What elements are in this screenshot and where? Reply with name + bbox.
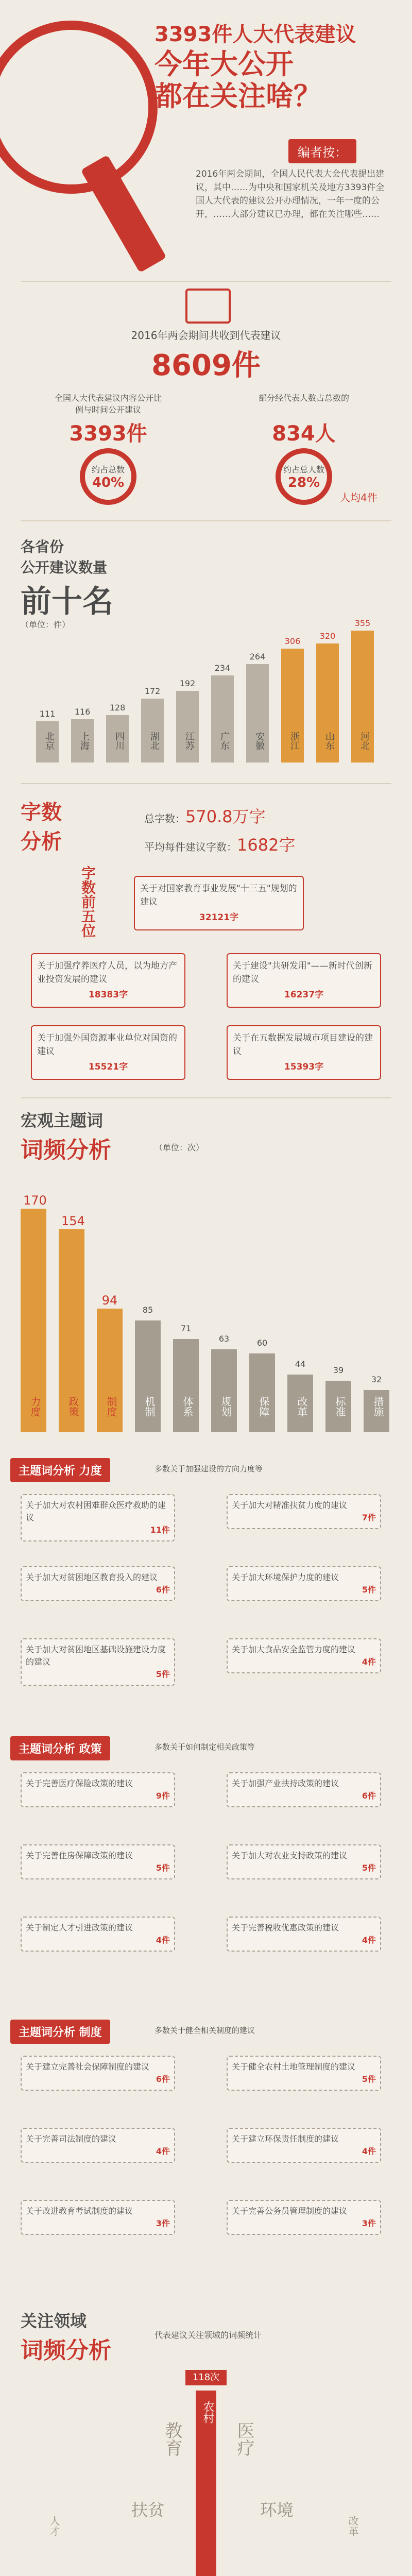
editor-note-tag: 编者按： [288,139,356,163]
word-card-text: 关于建设"共研发用"——新时代创新的建议 [233,961,372,985]
word-card [227,953,381,1008]
province-bar-value: 320 [319,631,336,641]
theme-note: 多数关于如何制定相关政策等 [154,1742,255,1752]
theme-card-num: 7件 [362,1513,376,1522]
provinces-heading-small1: 各省份 [21,538,64,555]
words-avg-label: 平均每件建议字数： [144,841,237,853]
province-bar [141,699,164,762]
focus-top-word: 农村 [201,2401,214,2424]
theme-pill: 主题词分析 力度 [10,1458,110,1482]
theme-card-text: 关于加大对农村困难群众医疗救助的建议 [26,1500,166,1522]
keyword-bar-value: 32 [371,1375,382,1385]
theme-card-text: 关于加强产业扶持政策的建议 [232,1778,339,1788]
keyword-bar-label: 标准 [334,1396,346,1417]
theme-card-num: 6件 [156,2074,170,2084]
words-top1-num: 32121字 [199,912,239,923]
left-stat-value: 3393件 [69,422,147,446]
focus-word: 环境 [260,2500,294,2520]
word-card-num: 15521字 [88,1062,128,1072]
theme-card [227,1638,381,1673]
words-total-label: 总字数： [144,812,185,825]
theme-card-text: 关于制定人才引进政策的建议 [26,1923,133,1933]
province-bar-value: 264 [249,652,266,662]
words-heading-small: 字数 [21,801,62,824]
keywords-heading-big: 词频分析 [21,1137,111,1163]
theme-card [227,1917,381,1952]
right-stat-label: 部分经代表人数占总数的 [258,393,349,403]
theme-card [227,2056,381,2091]
province-bar-value: 128 [109,702,126,713]
keyword-bar-value: 71 [180,1323,192,1333]
theme-card [227,1566,381,1601]
words-heading [21,796,62,855]
word-card-num: 18383字 [88,990,128,1000]
theme-card [21,2056,175,2091]
divider [21,520,391,521]
theme-card-num: 6件 [156,1585,170,1595]
theme-card-num: 11件 [150,1525,170,1535]
theme-card-num: 5件 [362,1863,376,1873]
keywords-heading-small: 宏观主题词 [21,1111,104,1130]
words-top1-card [134,876,304,930]
word-card-text: 关于加强外国资源事业单位对国资的建议 [37,1033,177,1057]
theme-card-text: 关于改进教育考试制度的建议 [26,2206,133,2216]
province-bar-value: 355 [354,618,371,628]
intro-text: 2016年两会期间，全国人民代表大会代表提出建议，其中……为中央和国家机关及地方3393件全国人大代表的建议公开办理情况，一年一度的公开，……大部分建议已办理，都在关注哪些…… [196,169,385,219]
words-heading-big: 分析 [21,830,62,854]
focus-word: 扶贫 [131,2500,165,2520]
province-bar-label: 山东 [324,732,335,750]
word-card [31,953,185,1008]
words-total [144,804,266,827]
right-ring-label: 约占总人数 [283,464,324,474]
theme-card-num: 3件 [362,2218,376,2228]
province-bar-label: 江苏 [184,732,195,750]
theme-card [21,1844,175,1879]
keyword-bar-value: 44 [295,1359,306,1369]
theme-card-num: 5件 [362,2074,376,2084]
province-bar-label: 四川 [114,732,125,750]
word-card-text: 关于在五数据发展城市项目建设的建议 [233,1033,373,1057]
overview-total: 8609件 [151,349,261,382]
province-bar-label: 上海 [79,732,90,750]
keyword-bar-value: 94 [101,1293,118,1308]
right-ring-pct: 28% [287,474,320,490]
province-bar-label: 浙江 [289,732,300,750]
theme-pill: 主题词分析 政策 [10,1736,110,1760]
province-bar-value: 172 [144,686,161,696]
magnifier-icon [0,21,158,194]
theme-card [21,1566,175,1601]
theme-pill: 主题词分析 制度 [10,2020,110,2044]
theme-card-text: 关于建立环保责任制度的建议 [232,2134,339,2144]
keyword-bar-label: 改革 [296,1396,308,1417]
keyword-bar-value: 60 [256,1337,268,1348]
province-bar-value: 192 [179,679,196,689]
words-avg-value: 1682字 [237,835,296,855]
divider [21,783,391,784]
keyword-bar-label: 规划 [219,1396,232,1417]
left-ring [80,448,136,505]
keyword-bar-label: 政策 [67,1396,79,1417]
keyword-bar-label: 体系 [181,1396,194,1417]
theme-card-text: 关于加大对精准扶贫力度的建议 [232,1500,348,1510]
province-bar-value: 111 [39,708,56,719]
words-top5-label: 字数前五位 [79,866,96,938]
divider [21,281,391,282]
theme-card-text: 关于健全农村土地管理制度的建议 [232,2062,356,2072]
theme-card-num: 5件 [156,1863,170,1873]
word-card [227,1025,381,1080]
word-card [31,1025,185,1080]
theme-card-num: 3件 [156,2218,170,2228]
province-bar-label: 湖北 [149,732,160,750]
theme-card-num: 4件 [362,1657,376,1667]
theme-card [21,1494,175,1541]
focus-word [103,2573,135,2576]
provinces-heading-big: 前十名 [21,584,113,620]
book-icon [185,289,231,324]
theme-card-text: 关于加大环境保护力度的建议 [232,1572,339,1582]
theme-card-text: 关于建立完善社会保障制度的建议 [26,2062,150,2072]
theme-note: 多数关于加强建设的方向力度等 [154,1464,263,1473]
theme-card-num: 4件 [362,1935,376,1945]
province-bar-value: 306 [284,636,301,646]
provinces-heading [21,536,113,621]
words-total-value: 570.8万字 [185,807,266,826]
theme-card [227,1844,381,1879]
focus-word: 人才 [48,2516,60,2536]
theme-card-num: 5件 [156,1669,170,1679]
theme-card [227,2128,381,2163]
theme-card [21,2128,175,2163]
focus-heading-big: 词频分析 [21,2337,111,2364]
province-bar-label: 广东 [219,732,230,750]
theme-card-text: 关于完善住房保障政策的建议 [26,1851,133,1860]
keywords-unit: （单位：次） [154,1143,204,1153]
keyword-bar-label: 机制 [143,1396,156,1417]
keyword-bar-value: 85 [142,1304,153,1315]
province-bar-value: 116 [74,707,91,717]
theme-card [21,1917,175,1952]
word-card-num: 15393字 [284,1062,324,1072]
page-title: 3393件人大代表建议 今年大公开 都在关注啥？ [154,23,356,112]
theme-card [227,1772,381,1807]
theme-card-num: 6件 [362,1791,376,1801]
theme-card-text: 关于完善税收优惠政策的建议 [232,1923,339,1933]
theme-card-text: 关于加大对贫困地区教育投入的建议 [26,1572,158,1582]
keyword-bar-label: 制度 [105,1396,117,1417]
provinces-heading-small2: 公开建议数量 [21,559,108,576]
keyword-bar [249,1353,275,1432]
theme-card [227,2200,381,2235]
hero-section [0,0,412,289]
theme-card-num: 4件 [156,2146,170,2156]
words-top1-text: 关于对国家教育事业发展"十三五"规划的建议 [140,884,297,907]
theme-card [21,1772,175,1807]
theme-card-text: 关于加大对贫困地区基础设施建设力度的建议 [26,1645,166,1667]
overview-label: 2016年两会期间共收到代表建议 [131,329,281,342]
focus-heading-small: 关注领域 [21,2311,87,2331]
focus-heading [21,2308,111,2365]
left-ring-pct: 40% [92,474,125,490]
theme-card [227,1494,381,1529]
word-card-num: 16237字 [284,990,324,1000]
keyword-bar-label: 措施 [372,1396,384,1417]
keyword-bar-value: 63 [218,1334,230,1344]
theme-card-text: 关于加大对农业支持政策的建议 [232,1851,348,1860]
keyword-bar-label: 保障 [258,1396,270,1417]
theme-card-num: 4件 [362,2146,376,2156]
theme-card [21,2200,175,2235]
province-bar-label: 安徽 [254,732,265,750]
province-bar-label: 北京 [44,732,55,750]
focus-note: 代表建议关注领域的词频统计 [154,2330,262,2340]
theme-card-text: 关于完善公务员管理制度的建议 [232,2206,348,2216]
focus-top-badge: 118次 [185,2370,227,2385]
keyword-bar-value: 154 [61,1214,85,1229]
keyword-bar-label: 力度 [29,1396,41,1417]
divider [21,1097,391,1098]
theme-card-num: 5件 [362,1585,376,1595]
province-bar [176,691,199,762]
theme-card-text: 关于加大食品安全监管力度的建议 [232,1645,356,1654]
focus-word: 医疗 [234,2421,254,2456]
keyword-bar-value: 39 [333,1365,344,1376]
province-bar-label: 河北 [359,732,370,750]
word-card-text: 关于加强疗养医疗人员，以为地方产业投资发展的建议 [37,961,177,985]
keyword-bar [211,1349,237,1432]
right-ring [276,448,332,505]
right-stat-value: 834人 [272,422,336,446]
keyword-bar [173,1339,199,1432]
theme-card-num: 4件 [156,1935,170,1945]
theme-card-text: 关于完善司法制度的建议 [26,2134,117,2144]
keywords-heading [21,1108,111,1164]
province-bar-value: 234 [214,663,231,673]
theme-card-num: 9件 [156,1791,170,1801]
focus-word [288,2573,320,2576]
right-extra: 人均4件 [340,492,377,504]
focus-word: 教育 [162,2421,182,2456]
focus-word: 改革 [347,2516,358,2536]
theme-card [21,1638,175,1686]
provinces-unit: （单位：件） [21,620,71,630]
left-ring-label: 约占总数 [91,464,125,474]
keyword-bar-value: 170 [23,1193,47,1208]
theme-note: 多数关于健全相关制度的建议 [154,2026,255,2035]
words-avg [144,832,295,856]
left-stat-label: 全国人大代表建议内容公开比例与时间公开建议 [54,393,162,415]
theme-card-text: 关于完善医疗保险政策的建议 [26,1778,133,1788]
